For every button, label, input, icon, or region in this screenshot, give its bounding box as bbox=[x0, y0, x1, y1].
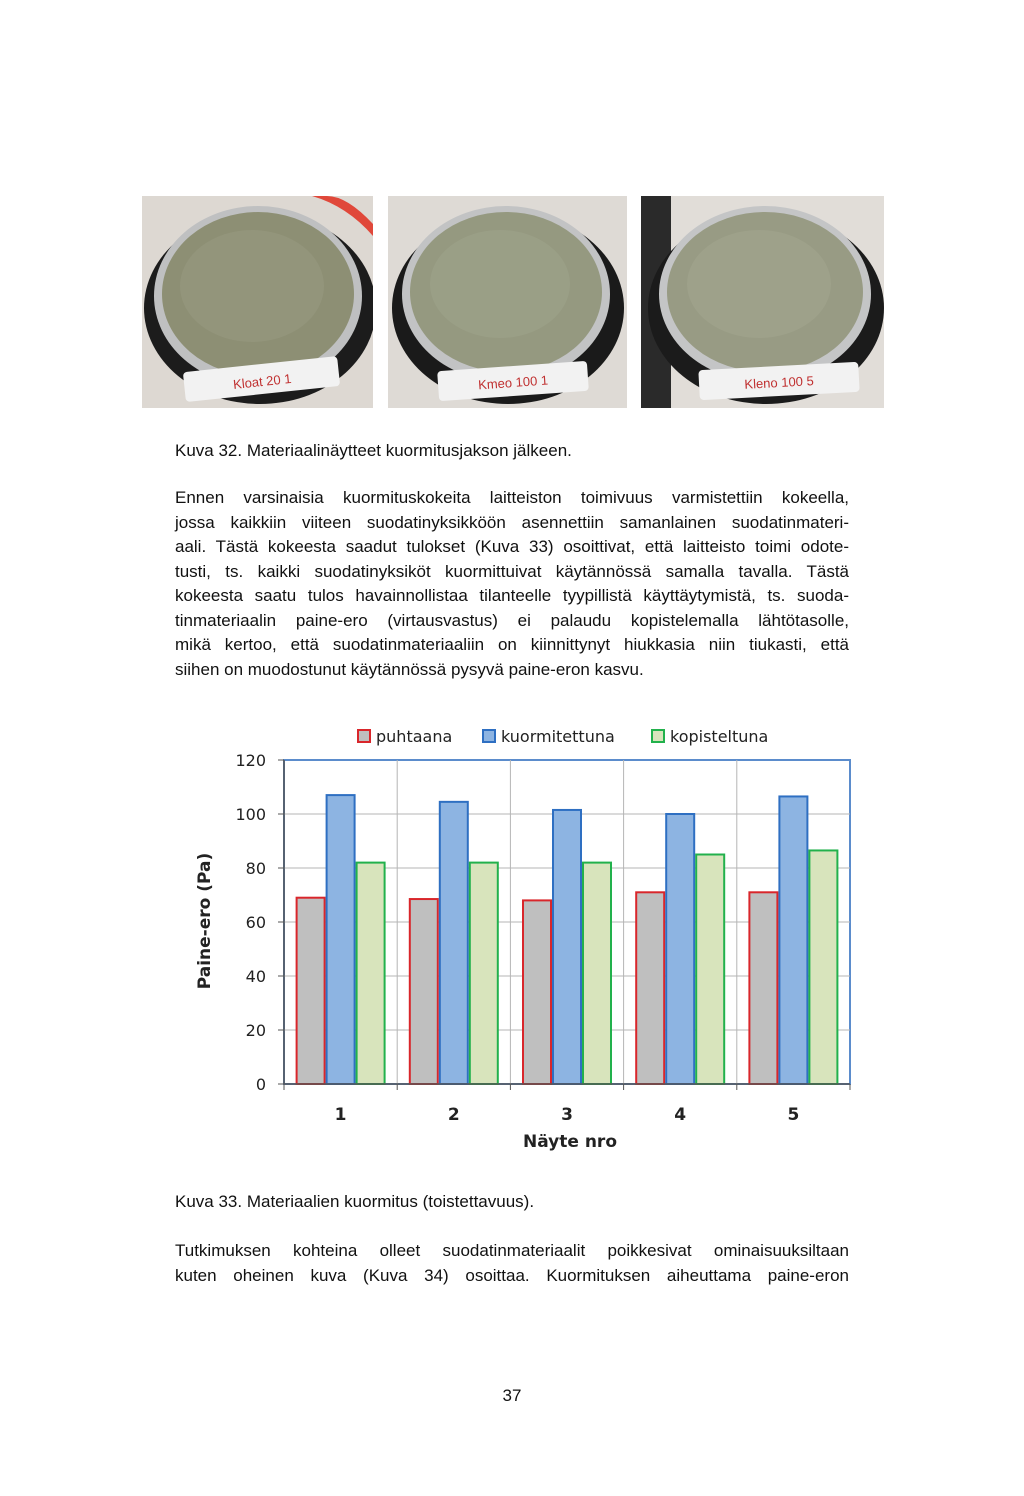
bar-kopisteltuna bbox=[357, 863, 385, 1084]
bar-kopisteltuna bbox=[470, 863, 498, 1084]
bar-puhtaana bbox=[749, 892, 777, 1084]
figure-caption-32: Kuva 32. Materiaalinäytteet kuormitusjakson jälkeen. bbox=[175, 441, 572, 460]
bar-kopisteltuna bbox=[696, 855, 724, 1085]
body-paragraph-2 bbox=[175, 1239, 849, 1288]
legend-label: kopisteltuna bbox=[670, 727, 769, 746]
sample-photo-2 bbox=[388, 196, 627, 408]
x-axis-label: Näyte nro bbox=[523, 1132, 617, 1152]
legend-swatch-kuormitettuna bbox=[483, 730, 495, 742]
x-tick-label: 5 bbox=[787, 1105, 800, 1125]
legend-label: puhtaana bbox=[376, 727, 453, 746]
y-tick-label: 40 bbox=[245, 967, 266, 986]
bar-chart bbox=[170, 715, 860, 1160]
y-tick-label: 0 bbox=[255, 1075, 266, 1094]
paragraph-line: Ennen varsinaisia kuormituskokeita laitteiston toimivuus varmistettiin kokeella, bbox=[175, 488, 849, 507]
sample-photo-3 bbox=[641, 196, 884, 408]
y-tick-label: 120 bbox=[235, 751, 266, 770]
x-tick-label: 1 bbox=[334, 1105, 347, 1125]
bar-kuormitettuna bbox=[553, 810, 581, 1084]
photo-label: Kleno 100 5 bbox=[744, 373, 815, 392]
paragraph-line: kokeesta saatu tulos havainnollistaa tilanteelle tyypillistä käyttäytymistä, ts. suoda- bbox=[175, 586, 849, 605]
sample-photo-1 bbox=[142, 196, 373, 408]
bar-puhtaana bbox=[636, 892, 664, 1084]
bar-puhtaana bbox=[410, 899, 438, 1084]
y-tick-label: 100 bbox=[235, 805, 266, 824]
chart-legend bbox=[358, 727, 768, 746]
y-tick-label: 80 bbox=[245, 859, 266, 878]
bar-puhtaana bbox=[297, 898, 325, 1084]
figure-caption-33: Kuva 33. Materiaalien kuormitus (toistettavuus). bbox=[175, 1192, 535, 1211]
paragraph-line: jossa kaikkiin viiteen suodatinyksikköön asennettiin samanlainen suodatinmateri- bbox=[175, 512, 849, 532]
bar-kopisteltuna bbox=[583, 863, 611, 1084]
y-axis-label: Paine-ero (Pa) bbox=[195, 852, 215, 990]
photo-label: Kloat 20 1 bbox=[232, 370, 293, 393]
bar-kuormitettuna bbox=[440, 802, 468, 1084]
x-tick-label: 4 bbox=[674, 1105, 687, 1125]
paragraph-line: tusti, ts. kaikki suodatinyksiköt kuormittuivat käytännössä samalla tavalla. Tästä bbox=[175, 561, 849, 581]
body-paragraph-1 bbox=[175, 486, 849, 682]
legend-swatch-kopisteltuna bbox=[652, 730, 664, 742]
paragraph-line: aali. Tästä kokeesta saadut tulokset (Kuva 33) osoittivat, että laitteisto toimi odote- bbox=[175, 537, 849, 556]
paragraph-line: kuten oheinen kuva (Kuva 34) osoittaa. Kuormituksen aiheuttama paine-eron bbox=[175, 1265, 849, 1285]
paragraph-line: Tutkimuksen kohteina olleet suodatinmateriaalit poikkesivat ominaisuuksiltaan bbox=[175, 1241, 849, 1260]
x-tick-label: 3 bbox=[561, 1105, 573, 1125]
paragraph-line: siihen on muodostunut käytännössä pysyvä paine-eron kasvu. bbox=[175, 659, 644, 679]
y-tick-label: 60 bbox=[245, 913, 266, 932]
bar-kuormitettuna bbox=[666, 814, 694, 1084]
page-number: 37 bbox=[502, 1386, 522, 1405]
bar-puhtaana bbox=[523, 900, 551, 1084]
bar-kuormitettuna bbox=[327, 795, 355, 1084]
y-tick-label: 20 bbox=[245, 1021, 266, 1040]
photo-label: Kmeo 100 1 bbox=[477, 372, 549, 393]
bar-kuormitettuna bbox=[779, 796, 807, 1084]
bar-kopisteltuna bbox=[809, 850, 837, 1084]
paragraph-line: mikä kertoo, että suodatinmateriaaliin on kiinnittynyt hiukkasia niin tiukasti, että bbox=[175, 635, 849, 654]
legend-swatch-puhtaana bbox=[358, 730, 370, 742]
legend-label: kuormitettuna bbox=[501, 727, 615, 746]
paragraph-line: tinmateriaalin paine-ero (virtausvastus) ei palaudu kopistelemalla lähtötasolle, bbox=[175, 610, 849, 630]
x-tick-label: 2 bbox=[447, 1105, 460, 1125]
